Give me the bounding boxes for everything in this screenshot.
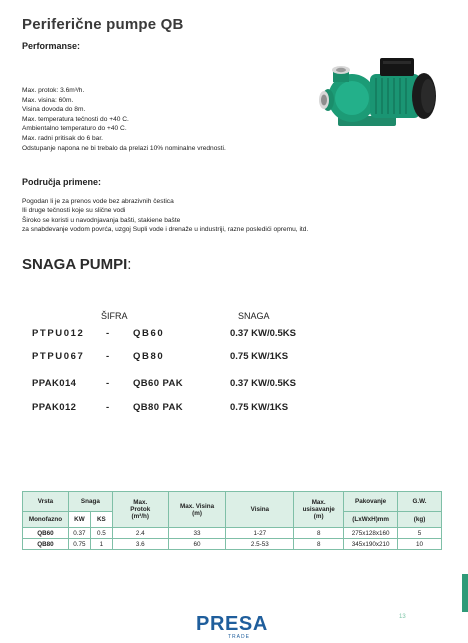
cell-ks: 1 — [90, 539, 112, 550]
header-gw-unit: (kg) — [398, 512, 442, 528]
application-line: za snabdevanje vodom povrća, uzgoj Supli vode i drenaže u industriji, razne posledići opremu, itd. — [22, 226, 309, 234]
dash: - — [106, 328, 110, 339]
power-value: 0.37 KW/0.5KS — [230, 378, 296, 389]
performance-heading: Performanse: — [22, 41, 81, 51]
cell-protok: 2.4 — [112, 528, 168, 539]
cell-kw: 0.75 — [68, 539, 90, 550]
model-name: QB80 PAK — [133, 402, 184, 413]
model-name: QB80 — [133, 351, 165, 362]
power-value: 0.75 KW/1KS — [230, 402, 289, 413]
spec-table — [22, 491, 442, 550]
brand-tagline: TRADE — [228, 634, 250, 640]
page-number: 13 — [399, 614, 406, 620]
table-row — [23, 539, 442, 550]
header-pakovanje-unit: (LxWxH)mm — [344, 512, 398, 528]
cell-model: QB60 — [23, 528, 69, 539]
side-accent-bar — [462, 574, 468, 612]
application-line: Široko se koristi u navodnjavanja bašti, stakiene bašte — [22, 216, 181, 224]
spec-line: Max. radni pritisak do 6 bar. — [22, 134, 103, 142]
cell-gw: 10 — [398, 539, 442, 550]
header-gw: G.W. — [398, 492, 442, 512]
cell-visina2: 1-27 — [226, 528, 294, 539]
application-line: Ili druge tečnosti koje su slične vodi — [22, 207, 126, 215]
spec-line: Max. temperatura tečnosti do +40 C. — [22, 115, 129, 123]
spec-line: Max. protok: 3.6m³/h. — [22, 87, 85, 94]
spec-line: Ambientalno temperaturo do +40 C. — [22, 125, 127, 133]
header-protok: Max. Protok (m³/h) — [112, 492, 168, 528]
cell-pakovanje: 345x190x210 — [344, 539, 398, 550]
power-value: 0.75 KW/1KS — [230, 351, 289, 362]
header-monofazno: Monofazno — [23, 512, 69, 528]
header-kw: KW — [68, 512, 90, 528]
header-pakovanje: Pakovanje — [344, 492, 398, 512]
table-row — [23, 528, 442, 539]
application-line: Pogodan li je za prenos vode bez abrazivnih čestica — [22, 198, 174, 205]
cell-pakovanje: 275x128x160 — [344, 528, 398, 539]
power-section-title: SNAGA PUMPI: — [22, 256, 132, 273]
brand-logo: PRESA — [196, 613, 268, 635]
header-usisavanje: Max. usisavanje (m) — [294, 492, 344, 528]
header-visina2: Visina — [226, 492, 294, 528]
header-vrsta: Vrsta — [23, 492, 69, 512]
cell-usisavanje: 8 — [294, 528, 344, 539]
cell-kw: 0.37 — [68, 528, 90, 539]
applications-text — [22, 197, 308, 235]
applications-heading: Područja primene: — [22, 177, 102, 187]
header-visina: Max. Visina (m) — [168, 492, 226, 528]
table-header-row — [23, 492, 442, 512]
cell-usisavanje: 8 — [294, 539, 344, 550]
cell-model: QB80 — [23, 539, 69, 550]
power-row — [0, 402, 468, 416]
power-value: 0.37 KW/0.5KS — [230, 328, 296, 339]
power-row — [0, 378, 468, 392]
performance-specs — [22, 86, 226, 153]
page-title: Periferične pumpe QB — [22, 16, 184, 33]
header-ks: KS — [90, 512, 112, 528]
dash: - — [106, 378, 110, 389]
spec-line: Odstupanje napona ne bi trebalo da prelazi 10% nominalne vrednosti. — [22, 144, 226, 152]
code-column-header: ŠIFRA — [101, 311, 128, 321]
header-snaga: Snaga — [68, 492, 112, 512]
spec-line: Visina dovoda do 8m. — [22, 106, 86, 114]
cell-visina2: 2.5-53 — [226, 539, 294, 550]
product-code: PPAK014 — [32, 378, 77, 389]
cell-ks: 0.5 — [90, 528, 112, 539]
cell-gw: 5 — [398, 528, 442, 539]
cell-visina: 60 — [168, 539, 226, 550]
power-row — [0, 328, 468, 342]
product-code: PTPU012 — [32, 328, 85, 339]
spec-line: Max. visina: 60m. — [22, 96, 74, 104]
dash: - — [106, 351, 110, 362]
cell-protok: 3.6 — [112, 539, 168, 550]
product-code: PTPU067 — [32, 351, 85, 362]
power-row — [0, 351, 468, 365]
product-code: PPAK012 — [32, 402, 77, 413]
model-name: QB60 — [133, 328, 165, 339]
pump-image — [300, 48, 450, 138]
model-name: QB60 PAK — [133, 378, 184, 389]
dash: - — [106, 402, 110, 413]
power-column-header: SNAGA — [238, 311, 270, 321]
cell-visina: 33 — [168, 528, 226, 539]
